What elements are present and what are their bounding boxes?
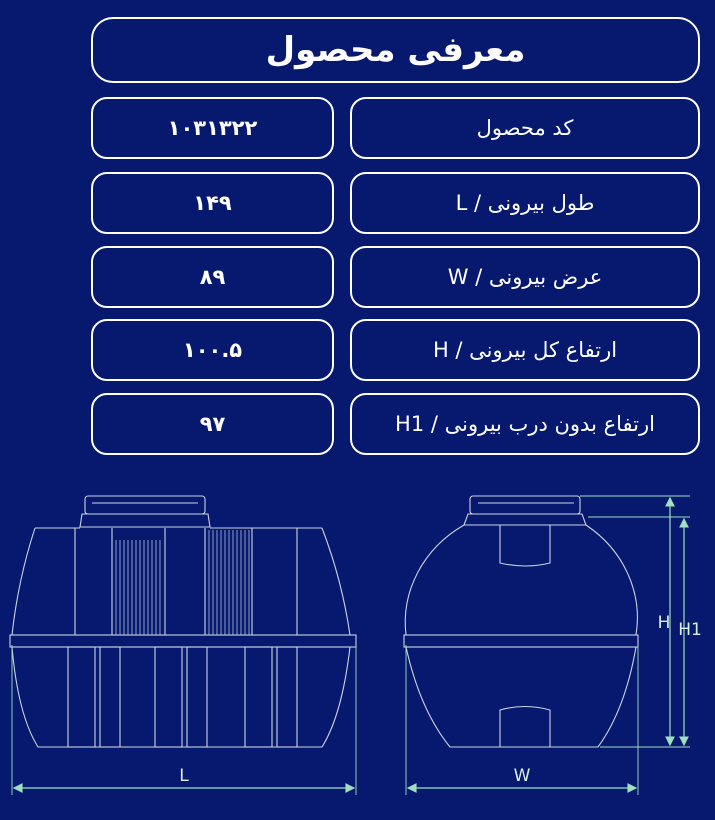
width-dimension-label: W (513, 766, 531, 786)
length-dimension-label: L (179, 766, 189, 786)
height1-dimension-label: H1 (678, 620, 702, 640)
spec-label-height-no-lid: ارتفاع بدون درب بیرونی / H1 (350, 393, 700, 455)
spec-label-length: طول بیرونی / L (350, 172, 700, 234)
spec-label-height: ارتفاع کل بیرونی / H (350, 319, 700, 381)
tank-technical-drawing (0, 485, 715, 820)
spec-label-product-code: کد محصول (350, 97, 700, 159)
tank-front-view (10, 496, 356, 795)
page-title: معرفی محصول (91, 17, 700, 83)
spec-label-width: عرض بیرونی / W (350, 246, 700, 308)
spec-value-width: ۸۹ (91, 246, 334, 308)
tank-side-view (404, 496, 690, 795)
spec-value-height: ۱۰۰.۵ (91, 319, 334, 381)
height-dimension-label: H (657, 613, 671, 633)
spec-value-length: ۱۴۹ (91, 172, 334, 234)
spec-value-height-no-lid: ۹۷ (91, 393, 334, 455)
spec-value-product-code: ۱۰۳۱۳۲۲ (91, 97, 334, 159)
